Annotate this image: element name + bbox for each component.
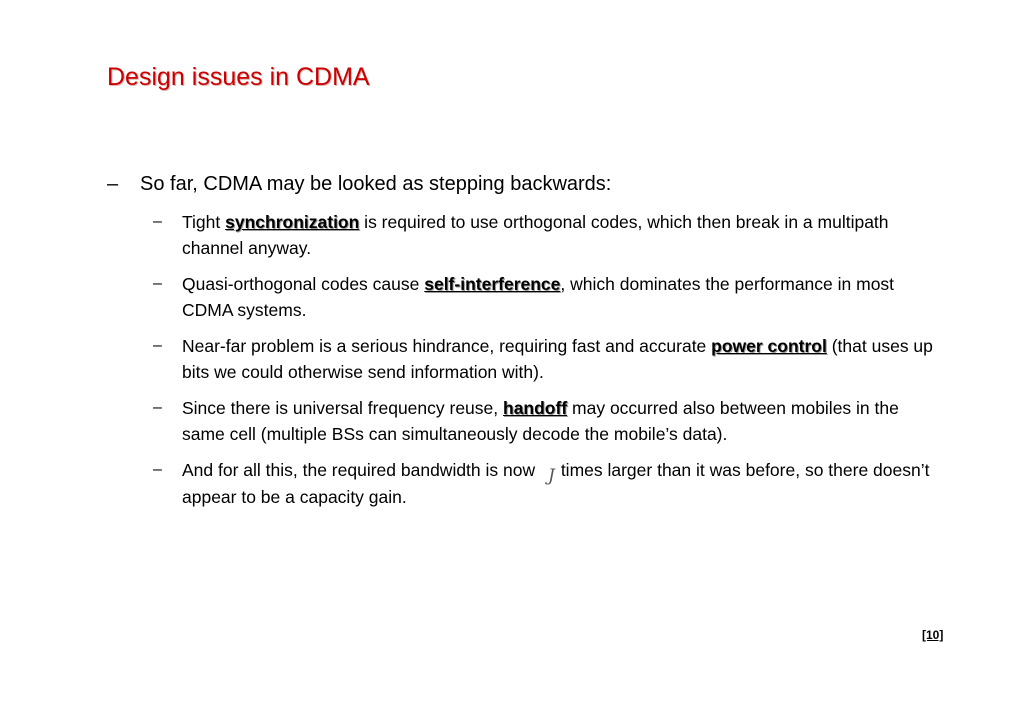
list-item-text bbox=[182, 395, 943, 447]
text-after: , which dominates the performance in most CDMA systems. bbox=[182, 274, 895, 320]
list-item-power-control bbox=[153, 333, 943, 385]
list-item-bandwidth bbox=[153, 457, 943, 510]
bullet-dash: – bbox=[153, 399, 162, 416]
math-symbol: J bbox=[547, 466, 555, 486]
text-before: Tight bbox=[182, 212, 226, 232]
page-number: [10] bbox=[922, 628, 944, 642]
text-after: times larger than it was before, so there doesn’t appear to be a capacity gain. bbox=[182, 460, 930, 507]
bullet-dash: – bbox=[153, 461, 162, 478]
sub-bullet-list bbox=[153, 209, 943, 520]
intro-text: So far, CDMA may be looked as stepping backwards: bbox=[140, 173, 612, 195]
bullet-dash: – bbox=[153, 337, 162, 354]
text-before: Near-far problem is a serious hindrance, requiring fast and accurate bbox=[182, 336, 712, 356]
text-before: And for all this, the required bandwidth is now bbox=[182, 460, 540, 480]
bullet-dash: – bbox=[153, 213, 162, 230]
slide-title: Design issues in CDMA bbox=[107, 63, 370, 91]
text-before: Quasi-orthogonal codes cause bbox=[182, 274, 425, 294]
emphasis-term: handoff bbox=[503, 398, 568, 418]
list-item-handoff bbox=[153, 395, 943, 447]
bullet-dash: – bbox=[153, 275, 162, 292]
list-item-text bbox=[182, 209, 943, 261]
text-after: (that uses up bits we could otherwise send information with). bbox=[182, 336, 933, 382]
emphasis-term: self-interference bbox=[424, 274, 561, 294]
intro-bullet bbox=[107, 171, 907, 197]
text-after: may occurred also between mobiles in the same cell (multiple BSs can simultaneously decode the mobile’s data). bbox=[182, 398, 899, 444]
emphasis-term: power control bbox=[711, 336, 827, 356]
bullet-dash: – bbox=[107, 173, 119, 195]
list-item-synchronization bbox=[153, 209, 943, 261]
emphasis-term: synchronization bbox=[225, 212, 360, 232]
list-item-self-interference bbox=[153, 271, 943, 323]
text-after: is required to use orthogonal codes, which then break in a multipath channel anyway. bbox=[182, 212, 889, 258]
list-item-text bbox=[182, 271, 943, 323]
list-item-text bbox=[182, 333, 943, 385]
text-before: Since there is universal frequency reuse, bbox=[182, 398, 503, 418]
list-item-text bbox=[182, 457, 943, 510]
